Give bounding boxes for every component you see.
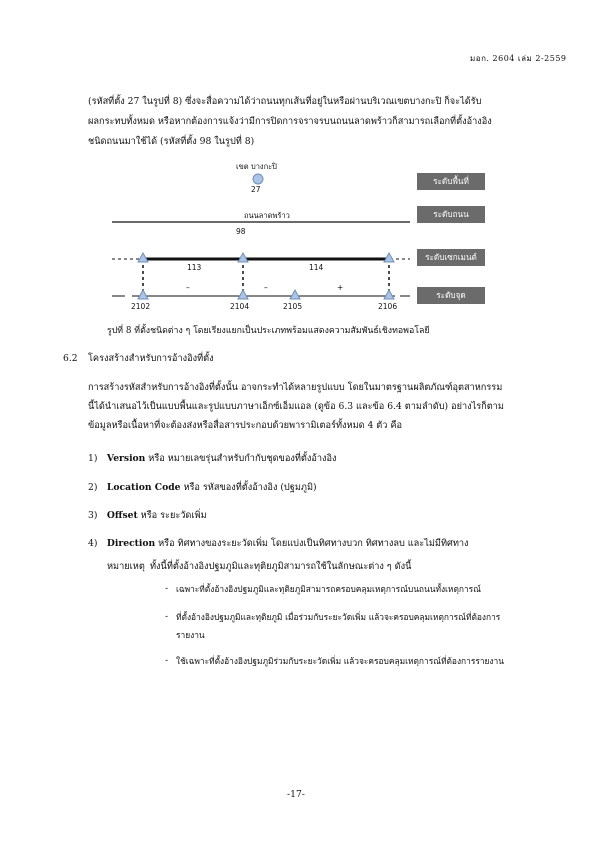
direction-3: + — [337, 283, 344, 292]
point-code: 2105 — [283, 302, 303, 311]
list-item — [88, 538, 469, 550]
point-marker-2105 — [290, 290, 300, 299]
intro-line-2: ผลกระทบทั้งหมด หรือหากต้องการแจ้งว่ามีการปิดการจราจรบนถนนลาดพร้าวก็สามารถเลือกที่ตั้งอ้างอิง — [88, 116, 492, 127]
item-term: Offset — [106, 510, 138, 521]
section-para-line-2: นี้ได้นำเสนอไว้เป็นแบบพื้นและรูปแบบภาษาเอ็กซ์เอ็มแอล (ดูข้อ 6.3 และข้อ 6.4 ตามลำดับ) อย่างไรก็ตาม — [88, 401, 504, 412]
item-text: หรือ รหัสของที่ตั้งอ้างอิง (ปฐมภูมิ) — [183, 482, 317, 493]
item-text: หรือ หมายเลขรุ่นสำหรับกำกับชุดของที่ตั้งอ้างอิง — [148, 453, 337, 464]
direction-1: – — [186, 283, 190, 292]
point-marker-2106 — [384, 290, 394, 299]
segment-code-b: 114 — [309, 263, 324, 272]
point-code: 2104 — [230, 302, 250, 311]
point-code: 2102 — [131, 302, 151, 311]
section-title: โครงสร้างสำหรับการอ้างอิงที่ตั้ง — [88, 353, 214, 364]
area-marker — [253, 174, 263, 184]
bullet-dash: - — [165, 655, 169, 666]
list-item — [88, 453, 337, 465]
direction-2: – — [264, 283, 268, 292]
segment-code-a: 113 — [187, 263, 202, 272]
bullet-dash: - — [165, 583, 169, 594]
item-number: 2) — [88, 482, 98, 493]
item-number: 1) — [88, 453, 98, 464]
area-name: เขต บางกะปิ — [236, 162, 277, 171]
level-segment-label: ระดับเซกเมนต์ — [417, 249, 485, 266]
note-bullet-2-cont: รายงาน — [176, 630, 205, 640]
area-code: 27 — [251, 185, 261, 194]
level-road-label: ระดับถนน — [417, 206, 485, 223]
road-name: ถนนลาดพร้าว — [244, 211, 290, 220]
item-text: หรือ ระยะวัดเพิ่ม — [140, 510, 207, 521]
note-bullet-3: ใช้เฉพาะที่ตั้งอ้างอิงปฐมภูมิร่วมกับระยะวัดเพิ่ม แล้วจะครอบคลุมเหตุการณ์ที่ต้องการรายงาน — [176, 656, 504, 666]
road-code: 98 — [236, 227, 246, 236]
item-term: Version — [106, 453, 146, 464]
item-number: 3) — [88, 510, 98, 521]
intro-line-1: (รหัสที่ตั้ง 27 ในรูปที่ 8) ซึ่งจะสื่อความได้ว่าถนนทุกเส้นที่อยู่ในหรือผ่านบริเวณเขตบางกะปิ ก็จะได้รับ — [88, 96, 482, 107]
point-code: 2106 — [378, 302, 398, 311]
level-point-label: ระดับจุด — [417, 287, 485, 304]
level-area-label: ระดับพื้นที่ — [417, 173, 485, 190]
note-bullet-2: ที่ตั้งอ้างอิงปฐมภูมิและทุติยภูมิ เมื่อร่วมกับระยะวัดเพิ่ม แล้วจะครอบคลุมเหตุการณ์ที่ต้องการ — [176, 612, 501, 622]
item-term: Direction — [106, 538, 156, 549]
list-item — [88, 482, 317, 494]
item-text: หรือ ทิศทางของระยะวัดเพิ่ม โดยแบ่งเป็นทิศทางบวก ทิศทางลบ และไม่มีทิศทาง — [158, 538, 469, 549]
item-number: 4) — [88, 538, 98, 549]
section-number: 6.2 — [63, 353, 78, 364]
note-bullet-1: เฉพาะที่ตั้งอ้างอิงปฐมภูมิและทุติยภูมิสามารถครอบคลุมเหตุการณ์บนถนนทั้งเหตุการณ์ — [176, 584, 481, 594]
point-marker-2102 — [138, 290, 148, 299]
section-para-line-1: การสร้างรหัสสำหรับการอ้างอิงที่ตั้งนั้น อาจกระทำได้หลายรูปแบบ โดยในมาตรฐานผลิตภัณฑ์อุตสาหกรรม — [88, 382, 503, 393]
list-item — [88, 510, 207, 522]
figure-caption: รูปที่ 8 ที่ตั้งชนิดต่าง ๆ โดยเรียงแยกเป็นประเภทพร้อมแสดงความสัมพันธ์เชิงทอพอโลยี — [107, 326, 430, 336]
intro-line-3: ชนิดถนนมาใช้ได้ (รหัสที่ตั้ง 98 ในรูปที่ 8) — [88, 136, 255, 147]
item-term: Location Code — [106, 482, 181, 493]
note-text: ทั้งนี้ที่ตั้งอ้างอิงปฐมภูมิและทุติยภูมิสามารถใช้ในลักษณะต่าง ๆ ดังนี้ — [150, 561, 412, 572]
standard-number: มอก. 2604 เล่ม 2-2559 — [470, 54, 567, 63]
note-label: หมายเหตุ — [107, 561, 145, 572]
point-marker-2104 — [238, 290, 248, 299]
bullet-dash: - — [165, 611, 169, 622]
section-para-line-3: ข้อมูลหรือเนื้อหาที่จะต้องส่งหรือสื่อสารประกอบด้วยพารามิเตอร์ทั้งหมด 4 ตัว คือ — [88, 420, 402, 431]
page-number: -17- — [287, 789, 305, 800]
